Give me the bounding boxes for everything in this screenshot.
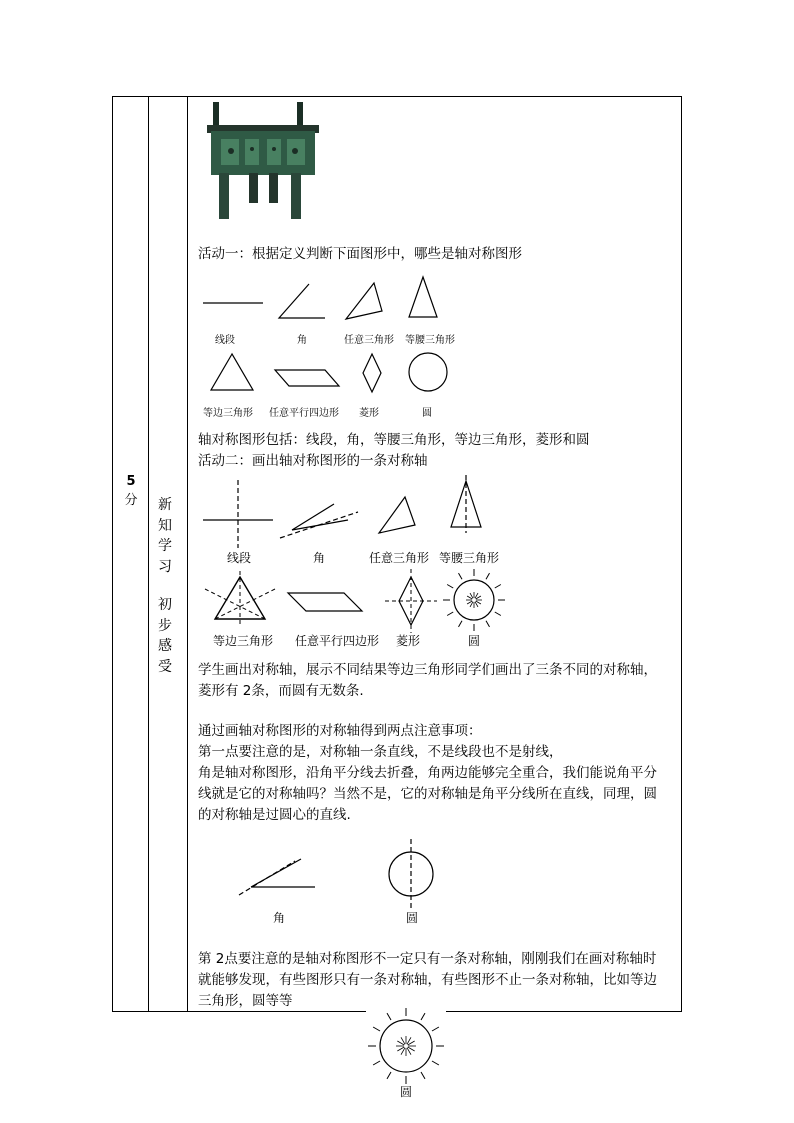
angle-axis-figure [278, 502, 368, 542]
angle-figure [279, 282, 339, 322]
shape-label: 任意三角形 [369, 551, 430, 565]
stage-char: 感 [158, 638, 172, 654]
circle-axes-figure [441, 567, 507, 633]
shape-label: 菱形 [359, 408, 379, 419]
paragraph-line: 角是轴对称图形，沿角平分线去折叠，角两边能够完全重合，我们能说角平分 [198, 765, 657, 781]
circle-axes-figure-large [366, 1006, 446, 1086]
parallelogram-figure [288, 592, 368, 616]
activity1-title: 活动一：根据定义判断下面图形中，哪些是轴对称图形 [198, 246, 522, 262]
stage-cell [155, 495, 175, 677]
bottom-circle-label: 圆 [400, 1085, 413, 1099]
shape-label: 等边三角形 [203, 408, 253, 419]
stage-char: 受 [158, 658, 172, 675]
segment-figure [203, 295, 273, 315]
paragraph-line: 菱形有 2条，而圆有无数条. [198, 683, 364, 699]
rhombus-axes-figure [383, 569, 439, 633]
paragraph-line: 通过画轴对称图形的对称轴得到两点注意事项： [198, 723, 482, 739]
time-number: 5 [126, 474, 136, 489]
rhombus-figure [363, 353, 387, 397]
content-cell [195, 97, 681, 1011]
paragraph-line: 第 2点要注意的是轴对称图形不一定只有一条对称轴，刚刚我们在画对称轴时 [198, 951, 657, 967]
bronze-ding-image [201, 99, 325, 223]
time-cell [120, 472, 142, 510]
shape-label: 等腰三角形 [439, 551, 500, 565]
shape-label: 任意平行四边形 [295, 634, 380, 648]
shape-label: 圆 [468, 634, 481, 648]
paragraph-line: 的对称轴是过圆心的直线. [198, 807, 351, 823]
stage-char: 步 [158, 617, 172, 634]
angle-label: 角 [273, 911, 286, 925]
paragraph-line: 就能够发现，有些图形只有一条对称轴，有些图形不止一条对称轴，比如等边 [198, 972, 657, 988]
shape-label: 角 [297, 335, 307, 346]
paragraph-line: 第一点要注意的是，对称轴一条直线，不是线段也不是射线， [198, 744, 563, 760]
stage-char: 习 [158, 558, 172, 575]
paragraph-line: 三角形，圆等等 [198, 993, 293, 1009]
segment-axis-figure [203, 480, 277, 550]
equilateral-axes-figure [203, 571, 273, 631]
angle-bisector-figure [231, 855, 321, 905]
stage-char: 知 [158, 517, 172, 534]
time-unit: 分 [124, 493, 138, 508]
activity2-title: 活动二：画出轴对称图形的一条对称轴 [198, 453, 428, 469]
shape-label: 等腰三角形 [405, 335, 455, 346]
column-divider [187, 97, 188, 1011]
shape-label: 圆 [422, 408, 432, 419]
column-divider [148, 97, 149, 1011]
stage-char: 学 [158, 538, 172, 554]
shape-label: 线段 [227, 551, 252, 565]
shape-label: 任意三角形 [344, 335, 394, 346]
stage-char: 初 [158, 597, 172, 613]
equilateral-triangle-figure [210, 352, 260, 392]
shape-label: 线段 [215, 335, 235, 346]
shape-label: 任意平行四边形 [269, 408, 339, 419]
isosceles-axis-figure [449, 475, 489, 535]
shape-label: 等边三角形 [213, 634, 274, 648]
paragraph-line: 线就是它的对称轴吗？当然不是，它的对称轴是角平分线所在直线，同理，圆 [198, 786, 657, 802]
parallelogram-figure [275, 369, 345, 389]
circle-figure [409, 353, 453, 397]
shape-label: 角 [313, 551, 326, 565]
scalene-triangle-figure [377, 495, 421, 539]
isosceles-triangle-figure [407, 275, 447, 321]
activity1-conclusion: 轴对称图形包括：线段，角，等腰三角形，等边三角形，菱形和圆 [198, 432, 590, 448]
paragraph-line: 学生画出对称轴，展示不同结果等边三角形同学们画出了三条不同的对称轴， [198, 662, 657, 678]
circle-label: 圆 [406, 911, 419, 925]
scalene-triangle-figure [346, 281, 386, 321]
circle-diameter-figure [388, 839, 438, 909]
shape-label: 菱形 [396, 634, 421, 648]
lesson-table [112, 96, 682, 1012]
stage-char: 新 [158, 497, 172, 513]
